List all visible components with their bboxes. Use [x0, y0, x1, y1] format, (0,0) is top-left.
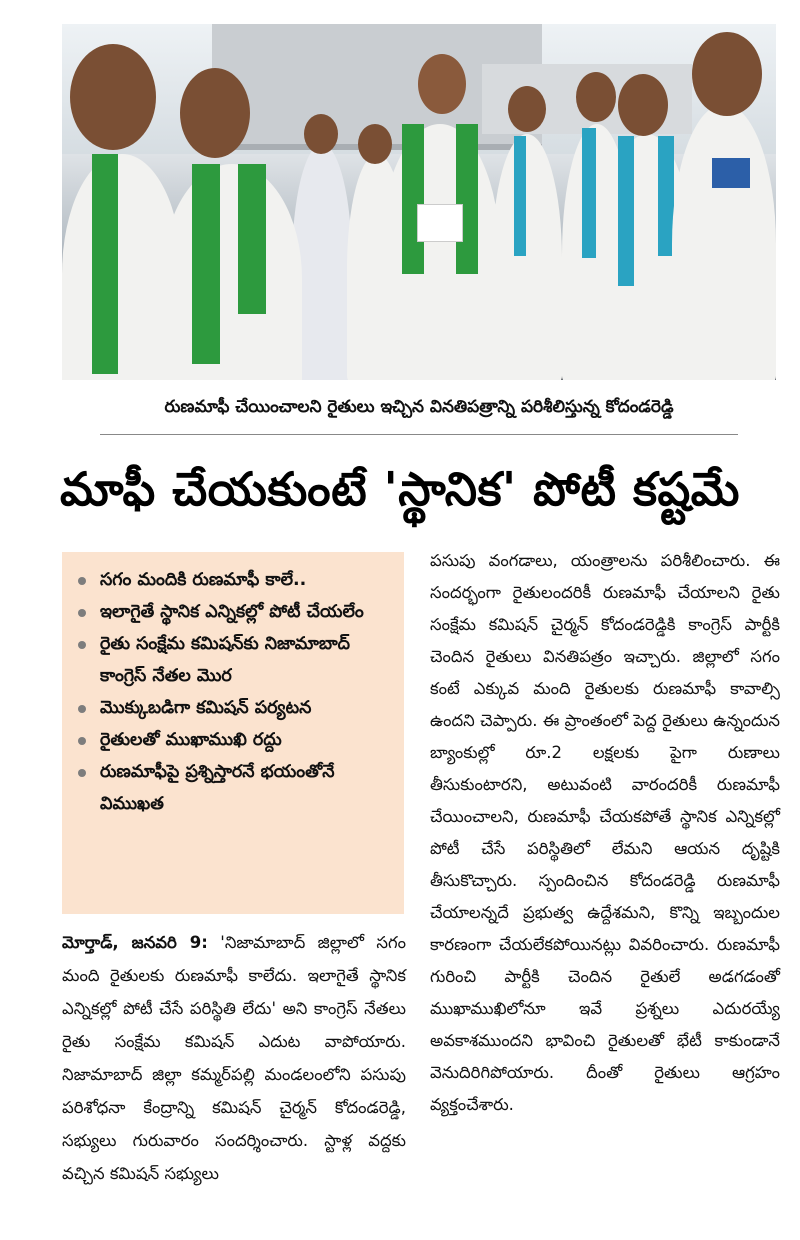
highlights-list — [62, 552, 404, 820]
highlight-text: మొక్కుబడిగా కమిషన్ పర్యటన — [100, 698, 312, 718]
photo-scarf-blue — [582, 128, 596, 258]
highlights-box — [62, 552, 404, 914]
photo-scarf-green — [456, 124, 478, 274]
bullet-icon — [78, 769, 86, 777]
highlight-text: రుణమాఫీపై ప్రశ్నిస్తారనే భయంతోనే విముఖత — [100, 762, 335, 814]
article-body-right — [430, 545, 780, 1217]
photo-head — [418, 54, 466, 114]
photo-scarf-blue — [514, 136, 526, 256]
caption-divider — [100, 434, 738, 435]
highlight-text: ఇలాగైతే స్థానిక ఎన్నికల్లో పోటీ చేయలేం — [100, 602, 364, 622]
dateline: మోర్తాడ్, జనవరి 9: — [62, 933, 208, 952]
highlight-text: రైతులతో ముఖాముఖి రద్దు — [100, 730, 282, 750]
photo-head — [70, 44, 156, 150]
photo-head — [358, 124, 392, 164]
news-photo — [62, 24, 776, 380]
highlight-item — [76, 724, 396, 756]
bullet-icon — [78, 737, 86, 745]
article-body-left — [62, 926, 406, 1216]
highlight-item — [76, 628, 396, 692]
bullet-icon — [78, 705, 86, 713]
photo-pocket — [712, 158, 750, 188]
highlight-item — [76, 756, 396, 820]
photo-scarf-blue — [618, 136, 634, 286]
body-text-left: 'నిజామాబాద్ జిల్లాలో సగం మంది రైతులకు రుణమాఫీ కాలేదు. ఇలాగైతే స్థానిక ఎన్నికల్లో పోటీ చేసే పరిస్థితి లేదు' అని కాంగ్రెస్ నేతలు రైతు సంక్షేమ కమిషన్ ఎదుట వాపోయారు. నిజామాబాద్ జిల్లా కమ్మర్‌పల్లి మండలంలోని పసుపు పరిశోధనా కేంద్రాన్ని కమిషన్ చైర్మన్ కోదండరెడ్డి, సభ్యులు గురువారం సందర్శించారు. స్టాళ్ల వద్దకు వచ్చిన కమిషన్ సభ్యులు — [62, 933, 407, 1183]
highlight-item — [76, 596, 396, 628]
photo-head — [304, 114, 338, 154]
headline: మాఫీ చేయకుంటే 'స్థానిక' పోటీ కష్టమే — [60, 462, 740, 516]
photo-petition-paper — [417, 204, 463, 242]
photo-head — [692, 32, 762, 116]
photo-head — [508, 86, 546, 132]
photo-caption: రుణమాఫీ చేయించాలని రైతులు ఇచ్చిన వినతిపత్రాన్ని పరిశీలిస్తున్న కోదండరెడ్డి — [164, 397, 674, 417]
photo-scarf-green — [402, 124, 424, 274]
photo-head — [180, 68, 250, 158]
highlight-item — [76, 564, 396, 596]
highlight-item — [76, 692, 396, 724]
photo-scarf-green — [92, 154, 118, 374]
photo-scarf-green — [238, 164, 266, 314]
highlight-text: సగం మందికి రుణమాఫీ కాలే.. — [100, 570, 307, 590]
photo-head — [576, 72, 616, 122]
photo-head — [618, 74, 668, 136]
bullet-icon — [78, 577, 86, 585]
bullet-icon — [78, 609, 86, 617]
body-text-right: పసుపు వంగడాలు, యంత్రాలను పరిశీలించారు. ఈ సందర్భంగా రైతులందరికీ రుణమాఫీ చేయాలని రైతు సంక్షేమ కమిషన్ చైర్మన్ కోదండరెడ్డికి కాంగ్రెస్ పార్టీకి చెందిన రైతులు వినతిపత్రం ఇచ్చారు. జిల్లాలో సగం కంటే ఎక్కువ మంది రైతులకు రుణమాఫీ కావాల్సి ఉందని చెప్పారు. ఈ ప్రాంతంలో పెద్ద రైతులు ఉన్నందున బ్యాంకుల్లో రూ.2 లక్షలకు పైగా రుణాలు తీసుకుంటారని, అటువంటి వారందరికీ రుణమాఫీ చేయించాలని, రుణమాఫీ చేయకపోతే స్థానిక ఎన్నికల్లో పోటీ చేసే పరిస్థితిలో లేమని ఆయన దృష్టికి తీసుకొచ్చారు. స్పందించిన కోదండరెడ్డి రుణమాఫీ చేయాలన్నదే ప్రభుత్వ ఉద్దేశమని, కొన్ని ఇబ్బందుల కారణంగా చేయలేకపోయినట్లు వివరించారు. రుణమాఫీ గురించి పార్టీకి చెందిన రైతులే అడగడంతో ముఖాముఖిలోనూ ఇవే ప్రశ్నలు ఎదురయ్యే అవకాశముందని భావించి రైతులతో భేటీ కాకుండానే వెనుదిరిగిపోయారు. దీంతో రైతులు ఆగ్రహం వ్యక్తంచేశారు. — [430, 551, 780, 1114]
photo-person-right — [672, 104, 776, 380]
photo-scarf-green — [192, 164, 220, 364]
photo-person-center — [380, 124, 500, 380]
photo-person — [492, 134, 562, 380]
bullet-icon — [78, 641, 86, 649]
highlight-text: రైతు సంక్షేమ కమిషన్‌కు నిజామాబాద్ కాంగ్రెస్ నేతల మొర — [100, 634, 351, 686]
photo-person — [162, 164, 302, 380]
